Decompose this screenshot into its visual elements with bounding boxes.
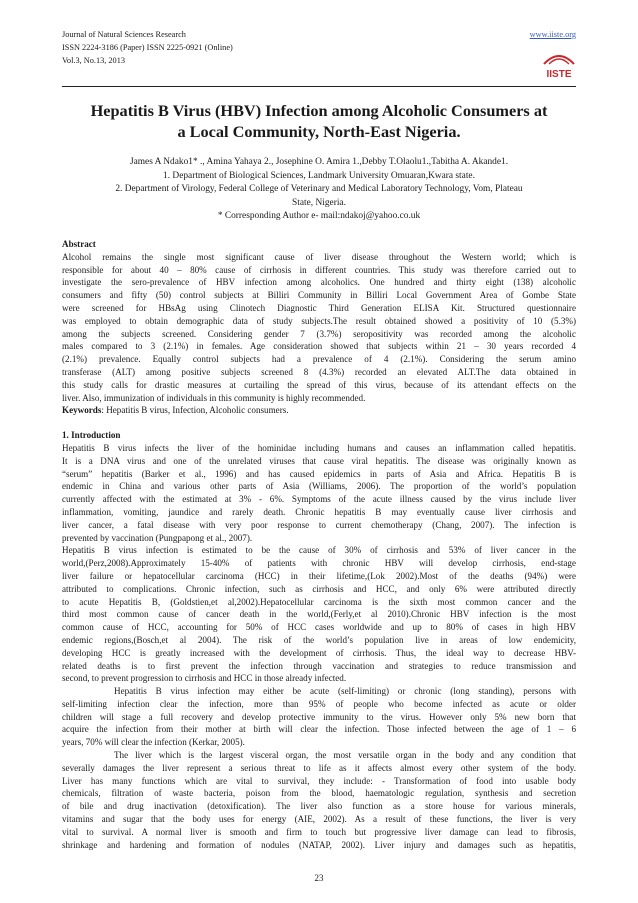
- text-line: Hepatitis B virus infection may either be acute (self-limiting) or chronic (long standing), persons with: [114, 686, 576, 697]
- text-line: inflammation, vomiting, jaundice and rarely death. Chronic hepatitis B may eventually cause liver cirrhosis and: [62, 506, 576, 517]
- text-line: Hepatitis B virus infection is estimated to be the cause of 30% of cirrhosis and 53% of liver cancer in the: [62, 545, 576, 556]
- text-line: Hepatitis B virus infects the liver of the hominidae including humans and causes an inflammation called hepatitis.: [62, 442, 576, 453]
- abstract-text: [62, 251, 576, 405]
- text-line: were screened for HBsAg using Clinotech Diagnostic Third Generation ELISA Kit. Structured questionnaire: [62, 302, 576, 313]
- text-line: acquire the infection from their mother at birth will clear the infection. Those infected between the age of 1 – 6: [62, 724, 576, 735]
- affiliation-2-line-1: 2. Department of Virology, Federal College of Veterinary and Medical Laboratory Technology, Vom, Plateau: [115, 184, 523, 195]
- text-line: attributed to complications. Chronic infection, such as cirrhosis and HCC, and only 6% were attributed directly: [62, 583, 576, 594]
- text-line: chemicals, filtration of waste bacteria, poison from the blood, haematologic regulation, synthesis and secretion: [62, 788, 576, 799]
- affiliation-1: 1. Department of Biological Sciences, Landmark University Omuaran,Kwara state.: [163, 170, 475, 181]
- text-line: prevented by vaccination (Pungpapong et al., 2007).: [62, 532, 253, 543]
- text-line: The liver which is the largest visceral organ, the most versatile organ in the body and any condition that: [114, 750, 576, 761]
- text-line: related deaths is to first prevent the infection through vaccination and strategies to reduce transmission and: [62, 660, 576, 671]
- text-line: developing HCC is greatly increased with the development of cirrhosis. Thus, the ideal way to decrease HBV-: [62, 647, 576, 658]
- intro-paragraph-1: [62, 442, 576, 544]
- text-line: among the subjects screened. Considering gender 7 (3.7%) seropositivity was recorded among the alcoholic: [62, 328, 576, 339]
- text-line: vitamins and sugar that the body uses for energy (AIE, 2002). As a result of these functions, the liver is very: [62, 814, 576, 825]
- keywords-text: : Hepatitis B virus, Infection, Alcoholic consumers.: [101, 405, 289, 416]
- text-line: endemic regions,(Bosch,et al 2004). The risk of the world’s population live in areas of low endemicity,: [62, 634, 576, 645]
- paper-title: [62, 100, 576, 142]
- text-line: self-limiting infection clear the infection, more than 95% of people who become infected as acute or older: [62, 698, 576, 709]
- intro-paragraph-4: [62, 749, 576, 851]
- text-line: Alcohol remains the single most significant cause of liver disease throughout the Western world; which is: [62, 251, 576, 262]
- title-line-1: Hepatitis B Virus (HBV) Infection among Alcoholic Consumers at: [90, 101, 548, 120]
- text-line: liver. Also, immunization of individuals in this community is highly recommended.: [62, 392, 366, 403]
- volume-line: Vol.3, No.13, 2013: [62, 56, 125, 65]
- corresponding-author: * Corresponding Author e- mail:ndakoj@yahoo.co.uk: [217, 211, 421, 222]
- text-line: third most common cause of cancer death in the world,(Ferly,et al 2010).Chronic HBV infection is the most: [62, 609, 576, 620]
- running-header: [62, 28, 576, 67]
- text-line: “serum” hepatitis (Barker et al., 1996) and has caused epidemics in parts of Asia and Africa. Hepatitis B is: [62, 468, 576, 479]
- header-divider: [62, 86, 576, 87]
- text-line: to acute Hepatitis B, (Goldstien,et al,2002).Hepatocellular carcinoma is the sixth most common cancer and the: [62, 596, 576, 607]
- title-line-2: a Local Community, North-East Nigeria.: [177, 122, 461, 141]
- iiste-logo: [540, 50, 578, 80]
- intro-paragraph-2: [62, 544, 576, 685]
- intro-paragraph-3: [62, 685, 576, 749]
- text-line: currently affected with the estimated at 3% - 6%. Symptoms of the acute illness caused by the virus include liver: [62, 494, 576, 505]
- issn-line: ISSN 2224-3186 (Paper) ISSN 2225-0921 (Online): [62, 43, 233, 52]
- text-line: years, 70% will clear the infection (Kerkar, 2005).: [62, 737, 245, 748]
- text-line: was employed to obtain demographic data of study subjects.The result obtained showed a positivity of 10 (5.3%): [62, 315, 576, 326]
- text-line: transferase (ALT) among positive subjects screened 8 (4.3%) recorded an elevated ALT.The data obtained in: [62, 366, 576, 377]
- text-line: second, to prevent progression to cirrhosis and HCC in those already infected.: [62, 673, 347, 684]
- text-line: responsible for about 40 – 80% cause of cirrhosis in different countries. This study was therefore carried out to: [62, 264, 576, 275]
- text-line: liver failure or hepatocellular carcinoma (HCC) in their lifetime,(Lok 2002).Most of the deaths (94%) were: [62, 570, 576, 581]
- affiliation-2-line-2: State, Nigeria.: [292, 197, 346, 208]
- author-list: James A Ndako1* ., Amina Yahaya 2., Josephine O. Amira 1.,Debby T.Olaolu1.,Tabitha A. Akande1.: [129, 157, 509, 167]
- text-line: children will stage a full recovery and develop protective immunity to the virus. However only 5% new born that: [62, 711, 576, 722]
- abstract-heading: Abstract: [62, 239, 96, 249]
- paper-body: [62, 238, 576, 851]
- keywords-label: Keywords: [62, 405, 102, 416]
- text-line: of bile and drug inactivation (detoxification). The liver also function as a store house for various minerals,: [62, 801, 576, 812]
- journal-name: Journal of Natural Sciences Research: [62, 30, 186, 39]
- text-line: liver cancer, a fatal disease with very poor response to current chemotherapy (Chang, 2007). The infection is: [62, 519, 576, 530]
- text-line: (2.1%) prevalence. Equally control subjects had a prevalence of 4 (2.1%). Considering the serum amino: [62, 354, 576, 365]
- author-block: [62, 156, 576, 224]
- text-line: It is a DNA virus and one of the unrelated viruses that cause viral hepatitis. The disease was originally known as: [62, 455, 576, 466]
- text-line: endemic in China and various other parts of Asia (Williams, 2006). The proportion of the world’s population: [62, 481, 576, 492]
- text-line: Liver has many functions which are vital to survival, they include: - Transformation of food into usable body: [62, 775, 576, 786]
- text-line: vital to survival. A normal liver is smooth and firm to touch but progressive liver damage can lead to fibrosis,: [62, 826, 576, 837]
- keywords-line: [62, 404, 576, 417]
- text-line: this study calls for drastic measures at curtailing the spread of this virus, because of its attendant effects on the: [62, 379, 576, 390]
- text-line: investigate the sero-prevalence of HBV infection among alcoholics. One hundred and thirty eight (138) alcoholic: [62, 277, 576, 288]
- text-line: consumers and fifty (50) control subjects at Billiri Community in Billiri Local Government Area of Gombe State: [62, 290, 576, 301]
- text-line: common cause of HCC, accounting for 50% of HCC cases worldwide and up to 80% of cases in high HBV: [62, 622, 576, 633]
- intro-heading: 1. Introduction: [62, 430, 121, 441]
- journal-url-link[interactable]: www.iiste.org: [529, 30, 576, 39]
- text-line: severally damages the liver represent a serious threat to life as it affects almost every other system of the body.: [62, 762, 576, 773]
- page-number: 23: [314, 873, 324, 883]
- text-line: world,(Perz,2008).Approximately 15-40% of patients with chronic HBV will develop cirrhosis, end-stage: [62, 558, 576, 569]
- text-line: shrinkage and hardening and formation of nodules (NATAP, 2002). Liver injury and damages such as hepatitis,: [62, 839, 576, 850]
- iiste-logo-text: IISTE: [546, 69, 572, 80]
- text-line: males compared to 3 (2.1%) in females. Age consideration showed that subjects within 21 – 30 years recorded 4: [62, 341, 576, 352]
